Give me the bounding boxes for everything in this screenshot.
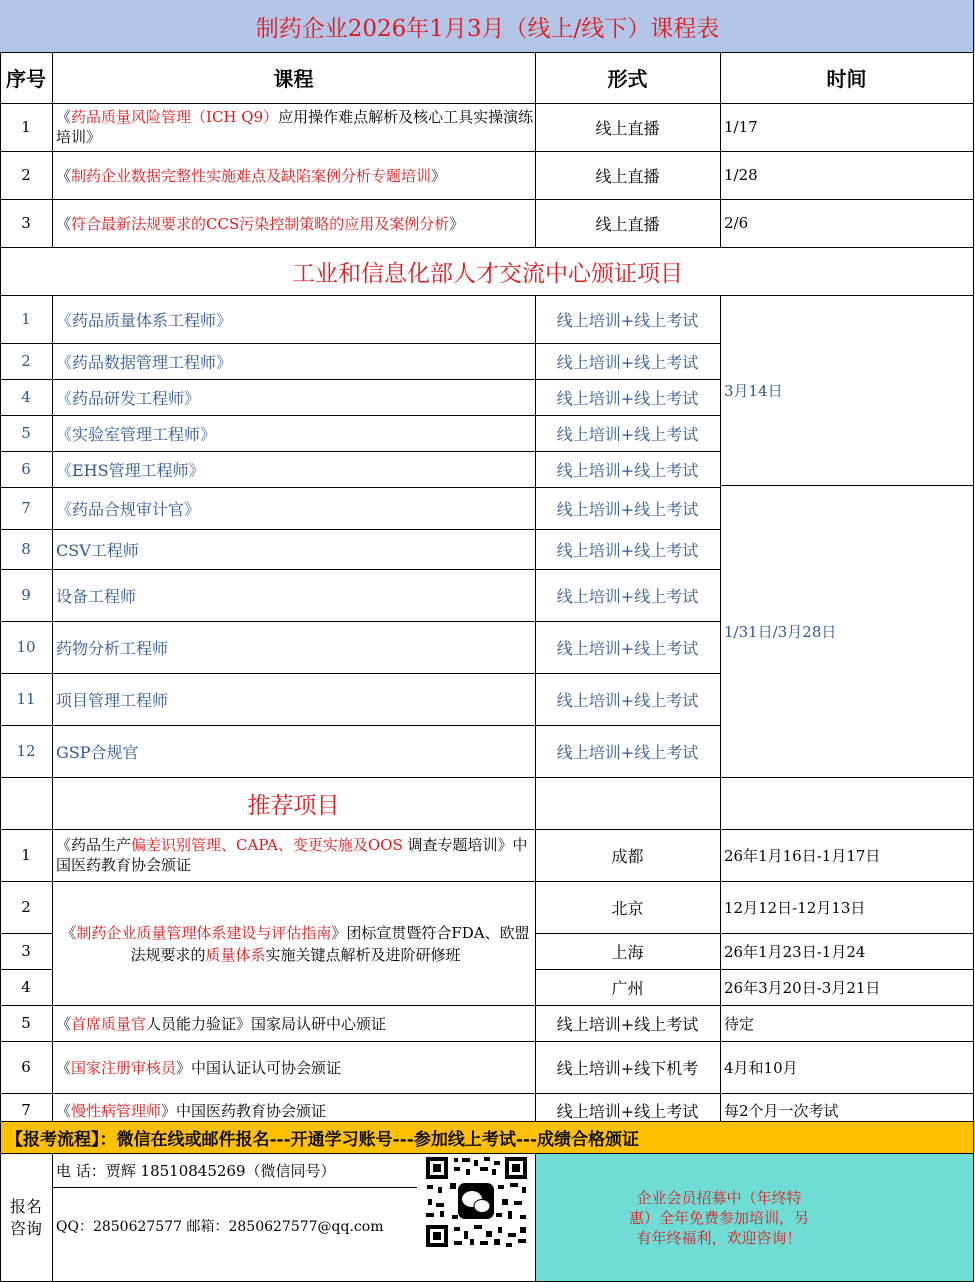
s1-row2-time: 1/28 — [724, 166, 758, 184]
s1-row1-course-rest: 应用操作难点解析及核心工具实操演练培训》 — [56, 108, 534, 146]
grid-line — [0, 777, 973, 778]
s3-row5-format: 线上培训+线上考试 — [556, 1014, 699, 1034]
s3-row3-format: 上海 — [611, 942, 644, 962]
grid-line — [0, 451, 720, 452]
s3-row7-course — [52, 1093, 535, 1121]
grid-line — [0, 151, 973, 152]
s2-row-no: 8 — [21, 540, 31, 558]
s2-row-course: 《药品质量体系工程师》 — [56, 310, 233, 330]
s2-row-format: 线上培训+线上考试 — [556, 352, 699, 372]
s3-row6-no: 6 — [21, 1058, 31, 1076]
contact-phone: 电 话：贾辉 18510845269（微信同号） — [56, 1161, 336, 1180]
process-bar: 【报考流程】：微信在线或邮件报名---开通学习账号---参加线上考试---成绩合格颁证 — [0, 1121, 975, 1153]
s3-row7-red: 慢性病管理师 — [71, 1101, 162, 1120]
s3-row7-format: 线上培训+线上考试 — [556, 1101, 699, 1121]
s3-row6-red: 国家注册审核员 — [71, 1058, 177, 1077]
grid-line — [0, 52, 1, 1282]
grid-line — [535, 295, 536, 1121]
s3-merged-red1: 制药企业质量管理体系建设与评估指南 — [76, 924, 332, 942]
s1-row1-prefix: 《 — [56, 108, 72, 126]
grid-line — [535, 969, 973, 970]
grid-line — [0, 343, 720, 344]
grid-line — [0, 1153, 973, 1154]
s2-row-no: 2 — [21, 352, 31, 370]
s3-row2-no: 2 — [21, 898, 31, 916]
s2-row-format: 线上培训+线上考试 — [556, 540, 699, 560]
grid-line — [0, 673, 720, 674]
s1-row3-prefix: 《 — [56, 214, 72, 233]
s2-row-course: 药物分析工程师 — [56, 638, 169, 658]
grid-line — [0, 52, 973, 53]
wechat-qr-code-icon — [424, 1155, 529, 1249]
s3-row3-no: 3 — [21, 942, 31, 960]
grid-line — [535, 1153, 536, 1282]
s1-row3-format: 线上直播 — [595, 214, 660, 234]
grid-line — [0, 199, 973, 200]
grid-line — [0, 379, 720, 380]
s2-row-no: 7 — [21, 499, 31, 517]
grid-line — [0, 829, 973, 830]
s2-row-course: 设备工程师 — [56, 586, 137, 606]
s1-row1-time: 1/17 — [724, 118, 758, 136]
s1-row2-prefix: 《 — [56, 166, 72, 185]
s3-row6-time: 4月和10月 — [724, 1058, 798, 1077]
section2-title: 工业和信息化部人才交流中心颁证项目 — [292, 260, 683, 287]
s3-row1-format: 成都 — [611, 846, 644, 866]
s3-row1-red: 偏差识别管理、CAPA、变更实施及OOS — [131, 836, 403, 854]
grid-line — [720, 485, 973, 486]
grid-line — [0, 569, 720, 570]
s3-row5-course — [52, 1005, 535, 1041]
s2-row-no: 6 — [21, 460, 31, 478]
grid-line — [0, 1041, 973, 1042]
s2-row-format: 线上培训+线上考试 — [556, 638, 699, 658]
header-course: 课程 — [273, 67, 314, 91]
s3-row7-p1: 《 — [56, 1101, 72, 1120]
grid-line — [0, 881, 973, 882]
grid-line — [0, 933, 52, 934]
promo-text: 企业会员招募中（年终特惠）全年免费参加培训，另有年终福利，欢迎咨询！ — [629, 1188, 810, 1247]
s3-row5-time: 待定 — [724, 1014, 755, 1033]
s3-row5-p1: 《 — [56, 1014, 72, 1033]
s3-row5-p2: 人员能力验证》国家局认研中心颁证 — [146, 1014, 387, 1033]
s3-row7-p2: 》中国医药教育协会颁证 — [161, 1101, 327, 1120]
s3-merged-p1: 《 — [61, 924, 77, 942]
s2-row-format: 线上培训+线上考试 — [556, 388, 699, 408]
qr-code-svg — [424, 1155, 529, 1249]
grid-line — [973, 0, 974, 1282]
grid-line — [0, 1005, 973, 1006]
title-bar — [0, 0, 975, 52]
s3-merged-red2: 质量体系 — [205, 946, 266, 964]
s3-row6-p1: 《 — [56, 1058, 72, 1077]
page-title: 制药企业2026年1月3月（线上/线下）课程表 — [255, 15, 720, 42]
grid-line — [0, 247, 973, 248]
s3-row5-no: 5 — [21, 1014, 31, 1032]
s2-row-course: 《实验室管理工程师》 — [56, 424, 217, 444]
s2-row-no: 11 — [16, 690, 36, 708]
s2-row-no: 12 — [16, 742, 36, 760]
s2-row-format: 线上培训+线上考试 — [556, 499, 699, 519]
grid-line — [0, 103, 973, 104]
s3-row6-course — [52, 1041, 535, 1093]
s2-row-format: 线上培训+线上考试 — [556, 310, 699, 330]
grid-line — [0, 487, 720, 488]
s3-merged-p3: 实施关键点解析及进阶研修班 — [265, 946, 461, 964]
s3-row3-time: 26年1月23日-1月24 — [724, 942, 866, 961]
s2-row-format: 线上培训+线上考试 — [556, 460, 699, 480]
s1-row3-course-rest: 》 — [449, 214, 465, 233]
header-no: 序号 — [6, 67, 46, 91]
s1-row3-course — [52, 199, 535, 247]
grid-line — [720, 295, 721, 1121]
s3-row1-time: 26年1月16日-1月17日 — [724, 846, 881, 865]
s3-row2-time: 12月12日-12月13日 — [724, 898, 866, 917]
s2-row-no: 1 — [21, 310, 31, 328]
section2-time-b: 1/31日/3月28日 — [724, 622, 837, 641]
grid-line — [0, 621, 720, 622]
s2-row-course: 项目管理工程师 — [56, 690, 169, 710]
grid-line — [0, 725, 720, 726]
s3-row4-format: 广州 — [611, 978, 644, 998]
s2-row-course: 《EHS管理工程师》 — [56, 460, 205, 480]
s1-row1-course — [52, 103, 535, 151]
contact-qq-email: QQ：2850627577 邮箱：2850627577@qq.com — [56, 1219, 384, 1235]
s1-row1-no: 1 — [21, 118, 31, 136]
s3-row4-time: 26年3月20日-3月21日 — [724, 978, 881, 997]
grid-line — [0, 415, 720, 416]
grid-line — [535, 52, 536, 247]
s2-row-no: 9 — [21, 586, 31, 604]
grid-line — [0, 1121, 973, 1122]
s2-row-course: 《药品合规审计官》 — [56, 499, 201, 519]
s3-row2-format: 北京 — [611, 898, 644, 918]
s1-row3-course-red: 符合最新法规要求的CCS污染控制策略的应用及案例分析 — [71, 214, 450, 233]
s2-row-no: 10 — [16, 638, 36, 656]
contact-label — [0, 1153, 52, 1282]
header-time: 时间 — [826, 67, 867, 91]
promo-box — [535, 1153, 973, 1282]
s1-row2-course-red: 制药企业数据完整性实施难点及缺陷案例分析专题培训 — [71, 166, 432, 185]
grid-line — [0, 1093, 973, 1094]
grid-line — [52, 1187, 417, 1188]
s3-row4-no: 4 — [21, 978, 31, 996]
s3-row1-p1: 《药品生产 — [56, 836, 132, 854]
s2-row-no: 5 — [21, 424, 31, 442]
s2-row-format: 线上培训+线上考试 — [556, 742, 699, 762]
grid-line — [52, 52, 53, 247]
header-format: 形式 — [607, 67, 648, 91]
contact-label-text: 报名咨询 — [9, 1196, 42, 1238]
s1-row1-course-red: 药品质量风险管理（ICH Q9） — [71, 108, 279, 126]
grid-line — [0, 529, 720, 530]
s2-row-course: CSV工程师 — [56, 540, 139, 560]
s3-merged-course — [58, 922, 533, 966]
grid-line — [535, 933, 973, 934]
s2-row-course: 《药品研发工程师》 — [56, 388, 201, 408]
s1-row2-no: 2 — [21, 166, 31, 184]
grid-line — [52, 1153, 53, 1282]
s1-row2-course — [52, 151, 535, 199]
s2-row-course: 《药品数据管理工程师》 — [56, 352, 233, 372]
s2-row-format: 线上培训+线上考试 — [556, 690, 699, 710]
s1-row1-format: 线上直播 — [595, 118, 660, 138]
s1-row3-no: 3 — [21, 214, 31, 232]
s2-row-course: GSP合规官 — [56, 742, 139, 762]
s1-row2-format: 线上直播 — [595, 166, 660, 186]
s3-merged-p2: 》团标宣贯暨符合FDA、欧盟法规要求的 — [130, 924, 530, 964]
s2-row-format: 线上培训+线上考试 — [556, 586, 699, 606]
s3-row5-red: 首席质量官 — [71, 1014, 147, 1033]
grid-line — [52, 295, 53, 1121]
s3-row7-no: 7 — [21, 1101, 31, 1119]
s3-row1-p2: 调查专题培训》中国医药教育协会颁证 — [56, 836, 528, 874]
s3-row1-no: 1 — [21, 846, 31, 864]
grid-line — [0, 295, 973, 296]
section3-title: 推荐项目 — [247, 792, 340, 819]
s1-row2-course-rest: 》 — [431, 166, 447, 185]
s3-row6-p2: 》中国认证认可协会颁证 — [176, 1058, 342, 1077]
s3-row1-course — [52, 829, 535, 881]
grid-line — [0, 969, 52, 970]
s2-row-format: 线上培训+线上考试 — [556, 424, 699, 444]
grid-line — [720, 52, 721, 247]
s1-row3-time: 2/6 — [724, 214, 749, 232]
s2-row-no: 4 — [21, 388, 31, 406]
s3-row6-format: 线上培训+线下机考 — [556, 1058, 699, 1078]
s3-row7-time: 每2个月一次考试 — [724, 1101, 839, 1120]
section2-time-a: 3月14日 — [724, 381, 783, 400]
